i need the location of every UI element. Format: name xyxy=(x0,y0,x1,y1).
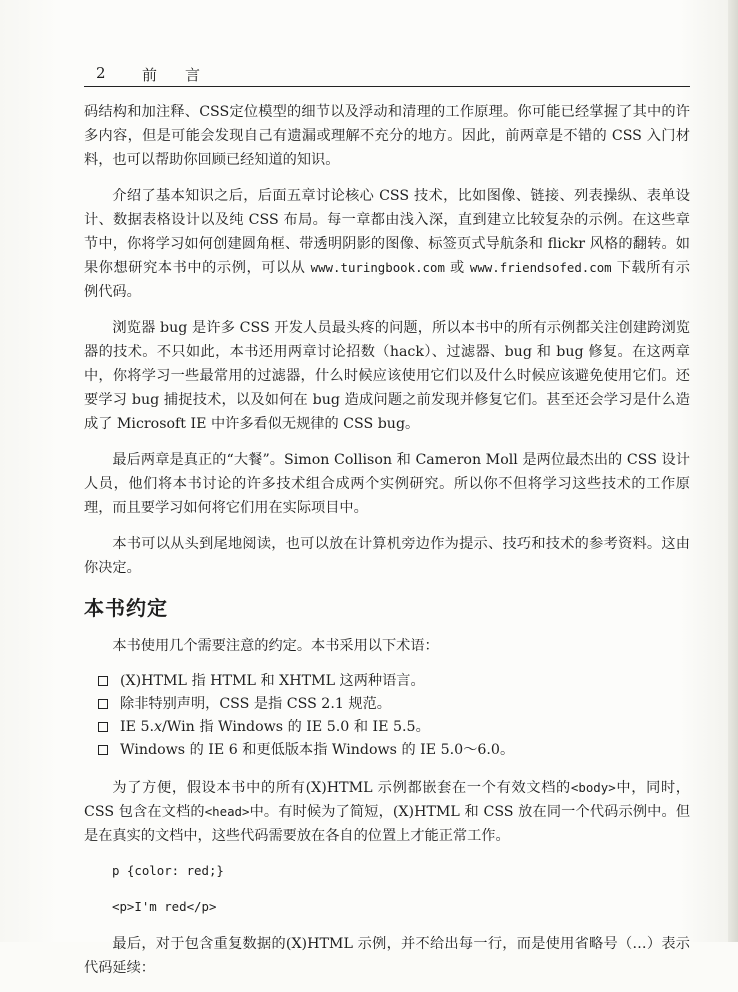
page-body xyxy=(84,100,690,992)
body-tag: <body> xyxy=(570,780,616,795)
paragraph-browser-bugs: 浏览器 bug 是许多 CSS 开发人员最头疼的问题，所以本书中的所有示例都关注创建跨浏览器的技术。不只如此，本书还用两章讨论招数（hack）、过滤器、bug 和 bug 修复。在这两章中，你将学习一些最常用的过滤器，什么时候应该使用它们以及什么时候应该避免使用它们。还要学习 bug 捕捉技术，以及如何在 bug 造成问题之前发现并修复它们。甚至还会学习是什么造成了 Microsoft IE 中许多看似无规律的 CSS bug。 xyxy=(84,320,690,432)
paragraph-ellipsis: 最后，对于包含重复数据的(X)HTML 示例，并不给出每一行，而是使用省略号（…）表示代码延续： xyxy=(84,936,690,976)
terms-list xyxy=(84,670,690,762)
code-example-css: p {color: red;} xyxy=(112,863,224,878)
section-heading: 本书约定 xyxy=(84,596,168,620)
checkbox-bullet-icon xyxy=(98,745,108,755)
page-number: 2 xyxy=(96,64,107,82)
list-item: (X)HTML 指 HTML 和 XHTML 这两种语言。 xyxy=(98,670,690,693)
checkbox-bullet-icon xyxy=(98,699,108,709)
head-tag: <head> xyxy=(204,804,250,819)
paragraph-continued: 码结构和加注释、CSS定位模型的细节以及浮动和清理的工作原理。你可能已经掌握了其中的许多内容，但是可能会发现自己有遗漏或理解不充分的地方。因此，前两章是不错的 CSS 入门材料，也可以帮助你回顾已经知道的知识。 xyxy=(84,104,690,168)
checkbox-bullet-icon xyxy=(98,722,108,732)
url-turingbook: www.turingbook.com xyxy=(310,260,445,275)
list-item: Windows 的 IE 6 和更低版本指 Windows 的 IE 5.0～6.0。 xyxy=(98,739,690,762)
header-title: 前言 xyxy=(142,66,229,84)
checkbox-bullet-icon xyxy=(98,676,108,686)
paragraph-core-techniques: 介绍了基本知识之后，后面五章讨论核心 CSS 技术，比如图像、链接、列表操纵、表单设计、数据表格设计以及纯 CSS 布局。每一章都由浅入深，直到建立比较复杂的示例。在这些章节中，你将学习如何创建圆角框、带透明阴影的图像、标签页式导航条和 flickr 风格的翻转。如果你想研究本书中的示例，可以从 www.turingbook.com 或 www.friendsofed.com 下载所有示例代码。 xyxy=(84,188,690,300)
list-item: IE 5.x/Win 指 Windows 的 IE 5.0 和 IE 5.5。 xyxy=(98,716,690,739)
page-spine-shadow xyxy=(728,0,738,942)
paragraph-reading: 本书可以从头到尾地阅读，也可以放在计算机旁边作为提示、技巧和技术的参考资料。这由你决定。 xyxy=(84,536,690,576)
code-example-html: <p>I'm red</p> xyxy=(112,899,217,914)
paragraph-case-studies: 最后两章是真正的“大餐”。Simon Collison 和 Cameron Moll 是两位最杰出的 CSS 设计人员，他们将本书讨论的许多技术组合成两个实例研究。所以你不但将学习这些技术的工作原理，而且要学习如何将它们用在实际项目中。 xyxy=(84,452,690,516)
url-friendsofed: www.friendsofed.com xyxy=(469,260,612,275)
running-header xyxy=(84,62,690,87)
conventions-intro: 本书使用几个需要注意的约定。本书采用以下术语： xyxy=(112,638,439,654)
list-item: 除非特别声明，CSS 是指 CSS 2.1 规范。 xyxy=(98,693,690,716)
paragraph-assumptions: 为了方便，假设本书中的所有(X)HTML 示例都嵌套在一个有效文档的<body>中，同时，CSS 包含在文档的<head>中。有时候为了简短，(X)HTML 和 CSS 放在同一个代码示例中。但是在真实的文档中，这些代码需要放在各自的位置上才能正常工作。 xyxy=(84,780,691,844)
